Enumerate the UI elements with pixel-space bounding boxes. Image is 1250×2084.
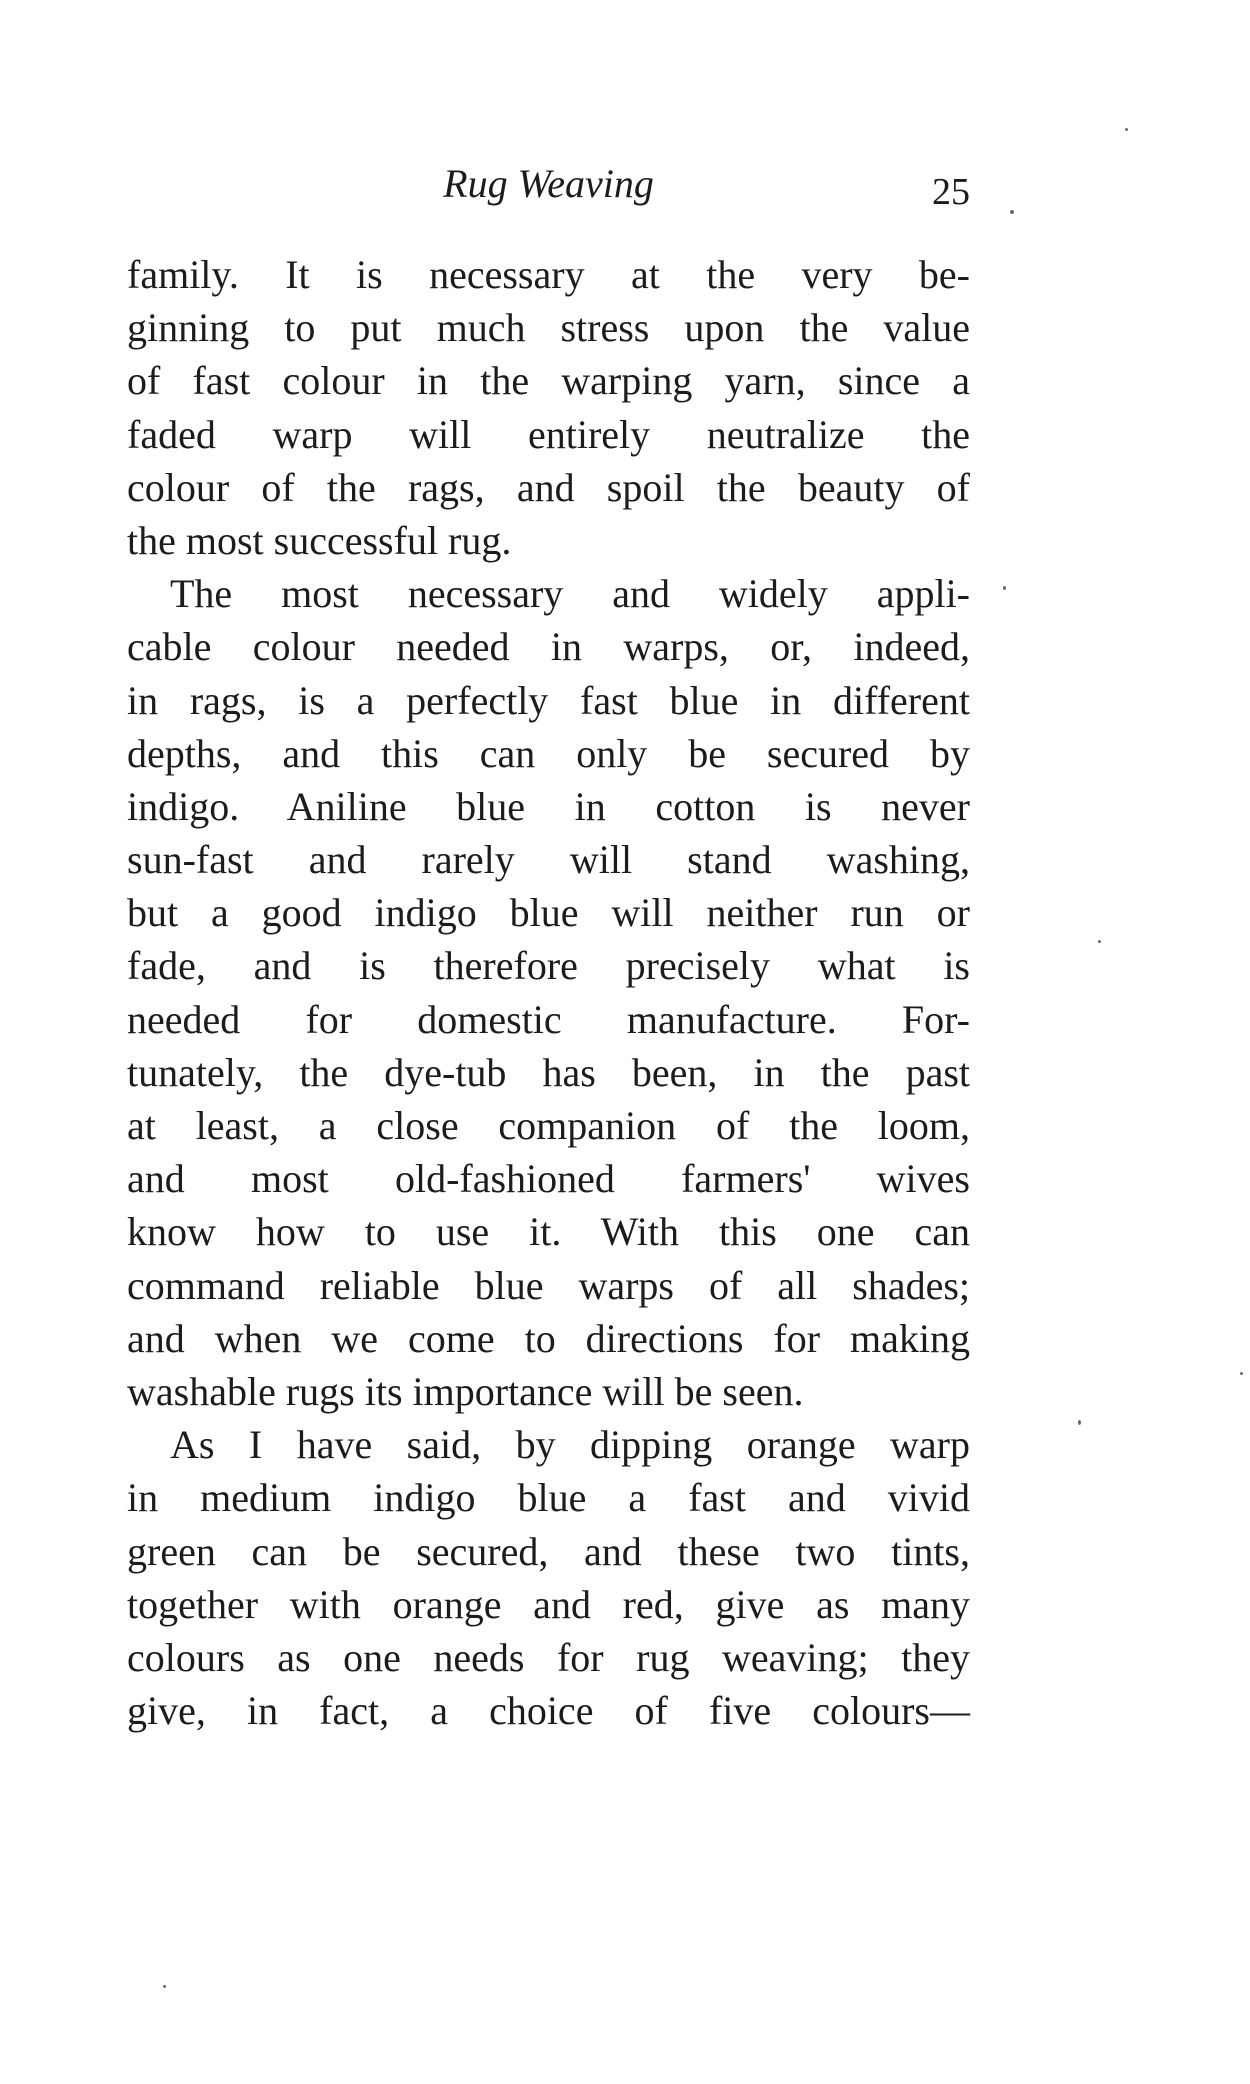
text-line: depths, and this can only be secured by [127, 730, 970, 776]
text-line: green can be secured, and these two tints, [127, 1528, 970, 1574]
text-line: The most necessary and widely appli- [170, 571, 970, 617]
text-line: and most old-fashioned farmers' wives [127, 1156, 970, 1202]
text-line: sun-fast and rarely will stand washing, [127, 837, 970, 883]
page-header [127, 158, 970, 218]
scan-speck [163, 1985, 166, 1988]
text-line: give, in fact, a choice of five colours— [127, 1688, 970, 1734]
text-line: command reliable blue warps of all shades; [127, 1262, 970, 1308]
text-line: in rags, is a perfectly fast blue in different [127, 677, 970, 723]
text-line: ginning to put much stress upon the value [127, 305, 970, 351]
text-line: know how to use it. With this one can [127, 1209, 970, 1255]
text-line: together with orange and red, give as many [127, 1581, 970, 1627]
text-line: at least, a close companion of the loom, [127, 1103, 970, 1148]
text-line: colour of the rags, and spoil the beauty of [127, 464, 970, 510]
text-line: tunately, the dye-tub has been, in the past [127, 1049, 970, 1095]
text-line: cable colour needed in warps, or, indeed, [127, 624, 970, 670]
text-line: indigo. Aniline blue in cotton is never [127, 783, 970, 829]
text-line: washable rugs its importance will be seen. [127, 1368, 804, 1414]
scan-speck [1125, 128, 1128, 131]
text-line: family. It is necessary at the very be- [127, 252, 970, 297]
text-line: of fast colour in the warping yarn, since a [127, 358, 970, 404]
text-line: faded warp will entirely neutralize the [127, 411, 970, 457]
text-line: but a good indigo blue will neither run or [127, 890, 970, 936]
running-title: Rug Weaving [443, 161, 654, 206]
scan-speck [1098, 940, 1101, 943]
body-text [127, 248, 970, 1737]
scan-speck [1003, 586, 1006, 590]
text-line: in medium indigo blue a fast and vivid [127, 1475, 970, 1521]
text-line: colours as one needs for rug weaving; they [127, 1634, 970, 1680]
scan-speck [1240, 1372, 1243, 1375]
scan-speck [1010, 210, 1014, 214]
text-line: and when we come to directions for making [127, 1315, 970, 1361]
text-line: the most successful rug. [127, 517, 512, 563]
text-line: As I have said, by dipping orange warp [170, 1422, 970, 1468]
text-line: needed for domestic manufacture. For- [127, 996, 970, 1042]
text-line: fade, and is therefore precisely what is [127, 943, 970, 989]
page-number: 25 [932, 171, 970, 213]
scan-speck [1078, 1420, 1081, 1425]
